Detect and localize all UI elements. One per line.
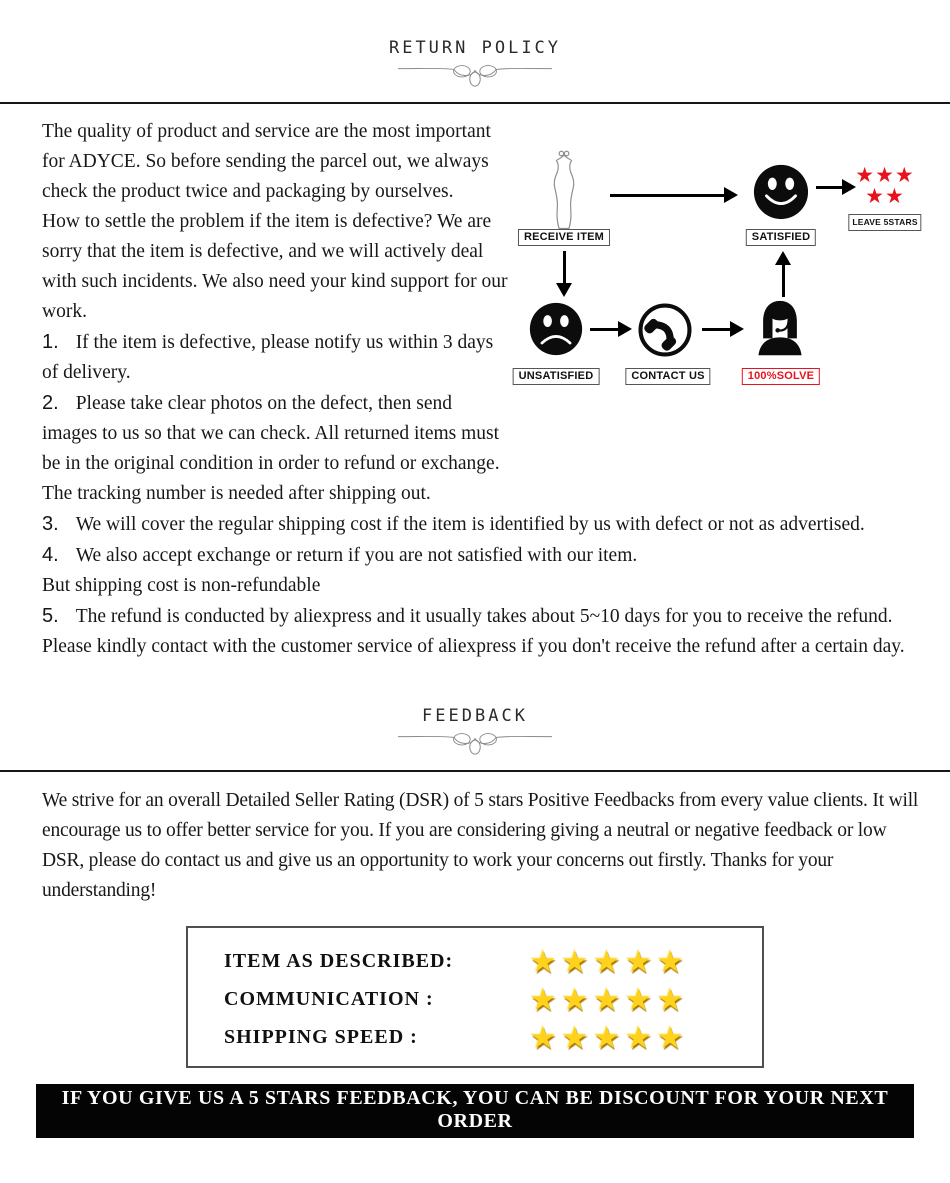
gold-stars-icon: ★★★★★ (529, 981, 688, 1017)
policy-item-4-text2: But shipping cost is non-refundable (42, 575, 321, 596)
red-stars-row2: ★★ (865, 184, 905, 208)
feedback-paragraph: We strive for an overall Detailed Seller Rating (DSR) of 5 stars Positive Feedbacks from every value clients. It will encourage us to offer better service for you. If you are considering giving a neutral or negative feedback or low DSR, please do contact us and give us an opportunity to work your concerns out firstly. Thanks for your understanding! (42, 790, 919, 901)
rating-label: SHIPPING SPEED : (224, 1025, 418, 1048)
gold-stars-icon: ★★★★★ (529, 943, 688, 979)
feedback-header (0, 706, 950, 760)
intro-paragraph-1: The quality of product and service are the most important for ADYCE. So before sending the parcel out, we always check the product twice and packaging by ourselves. (42, 121, 491, 202)
policy-item-5 (42, 601, 924, 662)
return-policy-body (0, 104, 950, 662)
customer-service-icon (750, 297, 810, 369)
rating-row (224, 942, 762, 980)
intro-paragraph-2: How to settle the problem if the item is defective? We are sorry that the item is defective, and we will actively deal with such incidents. We also need your kind support for our work. (42, 211, 508, 322)
leave-5stars-label: LEAVE 5STARS (848, 214, 921, 231)
arrow-up-icon (775, 251, 791, 297)
rating-label: ITEM AS DESCRIBED: (224, 949, 454, 972)
flourish-ornament-icon (0, 59, 950, 92)
receive-item-label: RECEIVE ITEM (518, 229, 610, 246)
arrow-down-icon (556, 251, 572, 297)
policy-item-3 (42, 509, 924, 540)
arrow-right-icon (816, 179, 856, 195)
five-red-stars-icon (852, 165, 918, 207)
phone-icon (636, 301, 694, 369)
contact-us-label: CONTACT US (625, 368, 710, 385)
unsatisfied-label: UNSATISFIED (513, 368, 600, 385)
policy-item-5-text: The refund is conducted by aliexpress and it usually takes about 5~10 days for you to receive the refund. Please kindly contact with the customer service of aliexpress if you don't receive the refund after a certain day. (42, 606, 905, 657)
rating-label: COMMUNICATION : (224, 987, 434, 1010)
dsr-ratings-box (186, 926, 764, 1068)
rating-row (224, 980, 762, 1018)
policy-item-4-text: We also accept exchange or return if you are not satisfied with our item. (75, 545, 638, 566)
policy-item-2-text: Please take clear photos on the defect, then send images to us so that we can check. All returned items must be in the original condition in order to refund or exchange. The tracking number is needed after shipping out. (42, 393, 500, 504)
arrow-right-icon (702, 321, 744, 337)
satisfied-label: SATISFIED (746, 229, 816, 246)
solve-label: 100%SOLVE (742, 368, 820, 385)
policy-item-3-number: 3. (42, 513, 59, 535)
feedback-title: FEEDBACK (422, 706, 528, 726)
arrow-right-icon (610, 187, 738, 203)
sad-face-icon (528, 301, 584, 367)
discount-banner: IF YOU GIVE US A 5 STARS FEEDBACK, YOU CAN BE DISCOUNT FOR YOUR NEXT ORDER (36, 1084, 914, 1138)
policy-item-1-text: If the item is defective, please notify us within 3 days of delivery. (42, 332, 494, 383)
arrow-right-icon (590, 321, 632, 337)
policy-item-5-number: 5. (42, 605, 59, 627)
return-policy-header (0, 0, 950, 92)
policy-item-2-number: 2. (42, 392, 59, 414)
rating-row (224, 1018, 762, 1056)
gold-stars-icon: ★★★★★ (529, 1019, 688, 1055)
policy-item-3-text: We will cover the regular shipping cost if the item is identified by us with defect or not as advertised. (75, 514, 865, 535)
flourish-ornament-icon (0, 727, 950, 760)
policy-item-4-number: 4. (42, 544, 59, 566)
happy-face-icon (752, 163, 810, 231)
red-stars-row1: ★★★ (855, 163, 915, 187)
return-flowchart (518, 117, 924, 465)
policy-item-1-number: 1. (42, 331, 59, 353)
return-policy-title: RETURN POLICY (388, 38, 562, 58)
policy-item-4 (42, 540, 924, 601)
